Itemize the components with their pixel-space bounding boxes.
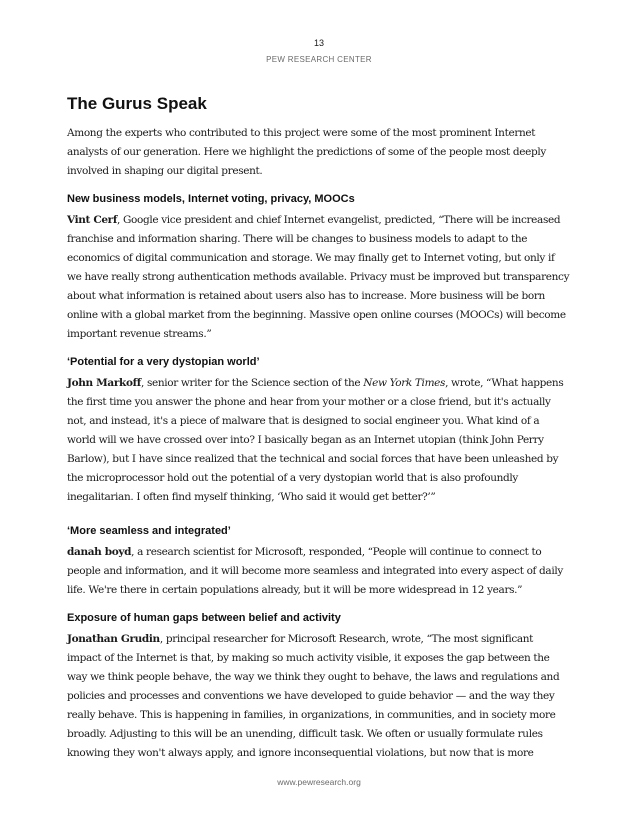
intro-paragraph: Among the experts who contributed to this project were some of the most prominent Internet analysts of our generation. Here we highlight the predictions of some of the people most deeply involved in shaping our digital present. bbox=[67, 127, 546, 177]
article-body bbox=[67, 94, 570, 774]
quote-text: , principal researcher for Microsoft Research, wrote, “The most significant impact of the Internet is that, by making so much activity visible, it exposes the gap between the way we think people behave, the way we think they ought to behave, the laws and regulations and policies and processes and conventions we have developed to guide behavior — and the way they really behave. This is happening in families, in organizations, in communities, and in society more broadly. Adjusting to this will be an unending, difficult task. We often or usually formulate rules knowing they won't always apply, and ignore inconsequential violations, but now that is more bbox=[67, 633, 560, 759]
section-paragraph bbox=[67, 630, 570, 763]
quote-text-continued: , wrote, “What happens the first time you answer the phone and hear from your mother or a close friend, but it's actually not, and instead, it's a piece of malware that is designed to social engineer you. What kind of a world will we have crossed over into? I basically began as an Internet utopian (think John Perry Barlow), but I have since realized that the technical and social forces that have been unleashed by the microprocessor hold out the potential of a very dystopian world that is also profoundly inegalitarian. I often find myself thinking, ‘Who said it would get better?’” bbox=[67, 377, 564, 503]
section-markoff bbox=[67, 355, 570, 507]
expert-name: John Markoff bbox=[67, 377, 141, 389]
section-boyd bbox=[67, 524, 570, 600]
section-paragraph bbox=[67, 374, 570, 507]
org-header: PEW RESEARCH CENTER bbox=[266, 55, 372, 64]
quote-text: , senior writer for the Science section of the bbox=[140, 377, 364, 389]
section-heading: Exposure of human gaps between belief and activity bbox=[67, 612, 341, 624]
expert-name: danah boyd bbox=[67, 546, 132, 558]
section-grudin bbox=[67, 611, 570, 763]
section-heading: ‘Potential for a very dystopian world’ bbox=[67, 356, 260, 368]
quote-text: , Google vice president and chief Internet evangelist, predicted, “There will be increased franchise and information sharing. There will be changes to business models to adapt to the economics of digital communication and storage. We may finally get to Internet voting, but only if we have really strong authentication methods available. Privacy must be improved but transparency about what information is retained about users also has to increase. More business will be born online with a global market from the beginning. Massive open online courses (MOOCs) will become important revenue streams.” bbox=[67, 214, 570, 340]
expert-name: Jonathan Grudin bbox=[67, 633, 160, 645]
page-number: 13 bbox=[313, 38, 324, 48]
page-title: The Gurus Speak bbox=[67, 94, 207, 113]
quote-text: , a research scientist for Microsoft, responded, “People will continue to connect to people and information, and it will become more seamless and integrated into every aspect of daily life. We're there in certain populations already, but it will be more widespread in 12 years.” bbox=[67, 546, 563, 596]
footer-url: www.pewresearch.org bbox=[277, 777, 361, 787]
section-heading: New business models, Internet voting, privacy, MOOCs bbox=[67, 193, 355, 205]
publication-title: New York Times bbox=[363, 377, 446, 389]
expert-name: Vint Cerf bbox=[67, 214, 118, 226]
section-heading: ‘More seamless and integrated’ bbox=[67, 525, 231, 537]
section-paragraph bbox=[67, 211, 570, 344]
section-cerf bbox=[67, 192, 570, 344]
section-paragraph bbox=[67, 543, 570, 600]
